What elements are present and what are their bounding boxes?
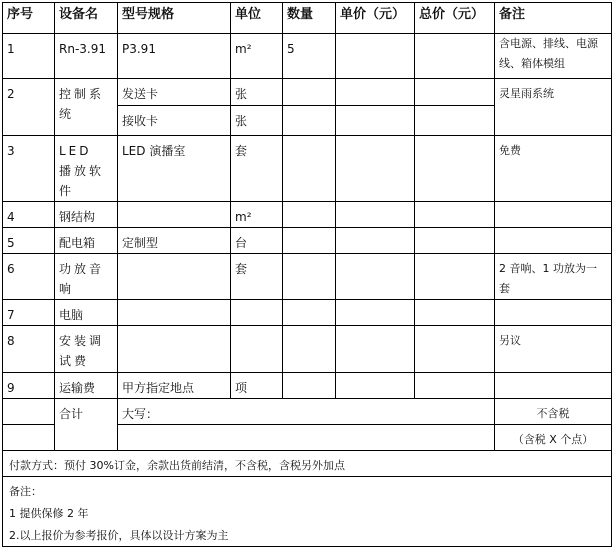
table-row	[3, 136, 612, 202]
row-unit: 套	[231, 136, 283, 202]
row-name: Rn-3.91	[55, 34, 118, 79]
row-unit-price	[336, 300, 415, 326]
row-name: 钢结构	[55, 202, 118, 228]
notes-item: 2.以上报价为参考报价，具体以设计方案为主	[9, 529, 229, 542]
row-qty	[283, 254, 336, 300]
row-remark: 灵星雨系统	[495, 79, 612, 136]
header-unit-price: 单价（元）	[336, 3, 415, 34]
row-spec: 定制型	[118, 228, 231, 254]
row-qty: 5	[283, 34, 336, 79]
row-unit: 张	[231, 106, 283, 136]
row-no: 6	[3, 254, 55, 300]
row-spec	[118, 326, 231, 373]
row-spec	[118, 300, 231, 326]
row-unit-price	[336, 326, 415, 373]
row-unit: 张	[231, 79, 283, 106]
header-remark: 备注	[495, 3, 612, 34]
table-row	[3, 254, 612, 300]
row-unit	[231, 300, 283, 326]
row-no: 7	[3, 300, 55, 326]
row-qty	[283, 202, 336, 228]
row-name: LED 播放软件	[55, 136, 118, 202]
row-unit	[231, 326, 283, 373]
table-row	[3, 373, 612, 399]
tax-excluded: 不含税	[495, 399, 612, 425]
row-unit-price	[336, 254, 415, 300]
table-row	[3, 34, 612, 79]
payment-terms: 付款方式：预付 30%订金，余款出货前结清，不含税，含税另外加点	[3, 451, 612, 477]
row-qty	[283, 79, 336, 106]
row-no: 3	[3, 136, 55, 202]
notes-row	[3, 477, 612, 547]
row-name: 运输费	[55, 373, 118, 399]
header-row	[3, 3, 612, 34]
row-no: 8	[3, 326, 55, 373]
row-no: 4	[3, 202, 55, 228]
notes-item: 1 提供保修 2 年	[9, 507, 89, 520]
row-qty	[283, 326, 336, 373]
total-no	[3, 425, 55, 451]
row-total-price	[415, 136, 495, 202]
row-spec: P3.91	[118, 34, 231, 79]
row-name: 配电箱	[55, 228, 118, 254]
row-remark: 免费	[495, 136, 612, 202]
table-row	[3, 202, 612, 228]
row-unit-price	[336, 106, 415, 136]
row-spec: 接收卡	[118, 106, 231, 136]
row-unit-price	[336, 79, 415, 106]
row-name: 功放音响	[55, 254, 118, 300]
row-unit-price	[336, 228, 415, 254]
row-unit: 套	[231, 254, 283, 300]
table-row	[3, 228, 612, 254]
row-remark	[495, 228, 612, 254]
row-total-price	[415, 373, 495, 399]
row-unit-price	[336, 202, 415, 228]
row-unit-price	[336, 136, 415, 202]
row-total-price	[415, 34, 495, 79]
row-remark	[495, 373, 612, 399]
row-unit: m²	[231, 202, 283, 228]
total-capital-blank	[118, 425, 495, 451]
row-total-price	[415, 79, 495, 106]
header-unit: 单位	[231, 3, 283, 34]
row-name: 安装调试费	[55, 326, 118, 373]
header-total-price: 总价（元）	[415, 3, 495, 34]
row-no: 9	[3, 373, 55, 399]
row-remark: 另议	[495, 326, 612, 373]
notes-section	[3, 477, 612, 547]
row-unit: 台	[231, 228, 283, 254]
table-row	[3, 300, 612, 326]
row-total-price	[415, 202, 495, 228]
row-total-price	[415, 228, 495, 254]
header-qty: 数量	[283, 3, 336, 34]
row-total-price	[415, 300, 495, 326]
row-qty	[283, 373, 336, 399]
notes-title: 备注：	[9, 485, 42, 498]
table-row	[3, 326, 612, 373]
row-spec: LED 演播室	[118, 136, 231, 202]
total-row	[3, 399, 612, 425]
row-unit: m²	[231, 34, 283, 79]
row-qty	[283, 136, 336, 202]
row-spec: 发送卡	[118, 79, 231, 106]
row-spec	[118, 202, 231, 228]
row-total-price	[415, 106, 495, 136]
table-row	[3, 79, 612, 106]
header-spec: 型号规格	[118, 3, 231, 34]
row-remark	[495, 202, 612, 228]
header-no: 序号	[3, 3, 55, 34]
row-qty	[283, 228, 336, 254]
row-unit: 项	[231, 373, 283, 399]
total-no	[3, 399, 55, 425]
row-no: 2	[3, 79, 55, 136]
row-remark: 含电源、排线、电源线、箱体模组	[495, 34, 612, 79]
row-unit-price	[336, 373, 415, 399]
total-label: 合计	[55, 399, 118, 451]
header-name: 设备名	[55, 3, 118, 34]
payment-row	[3, 451, 612, 477]
row-qty	[283, 106, 336, 136]
quotation-table	[2, 2, 612, 547]
row-name: 控制系统	[55, 79, 118, 136]
row-remark: 2 音响、1 功放为一套	[495, 254, 612, 300]
row-total-price	[415, 254, 495, 300]
row-remark	[495, 300, 612, 326]
row-spec	[118, 254, 231, 300]
row-no: 1	[3, 34, 55, 79]
row-spec: 甲方指定地点	[118, 373, 231, 399]
row-name: 电脑	[55, 300, 118, 326]
row-no: 5	[3, 228, 55, 254]
row-unit-price	[336, 34, 415, 79]
row-qty	[283, 300, 336, 326]
row-total-price	[415, 326, 495, 373]
tax-included: （含税 X 个点）	[495, 425, 612, 451]
total-capital: 大写：	[118, 399, 495, 425]
